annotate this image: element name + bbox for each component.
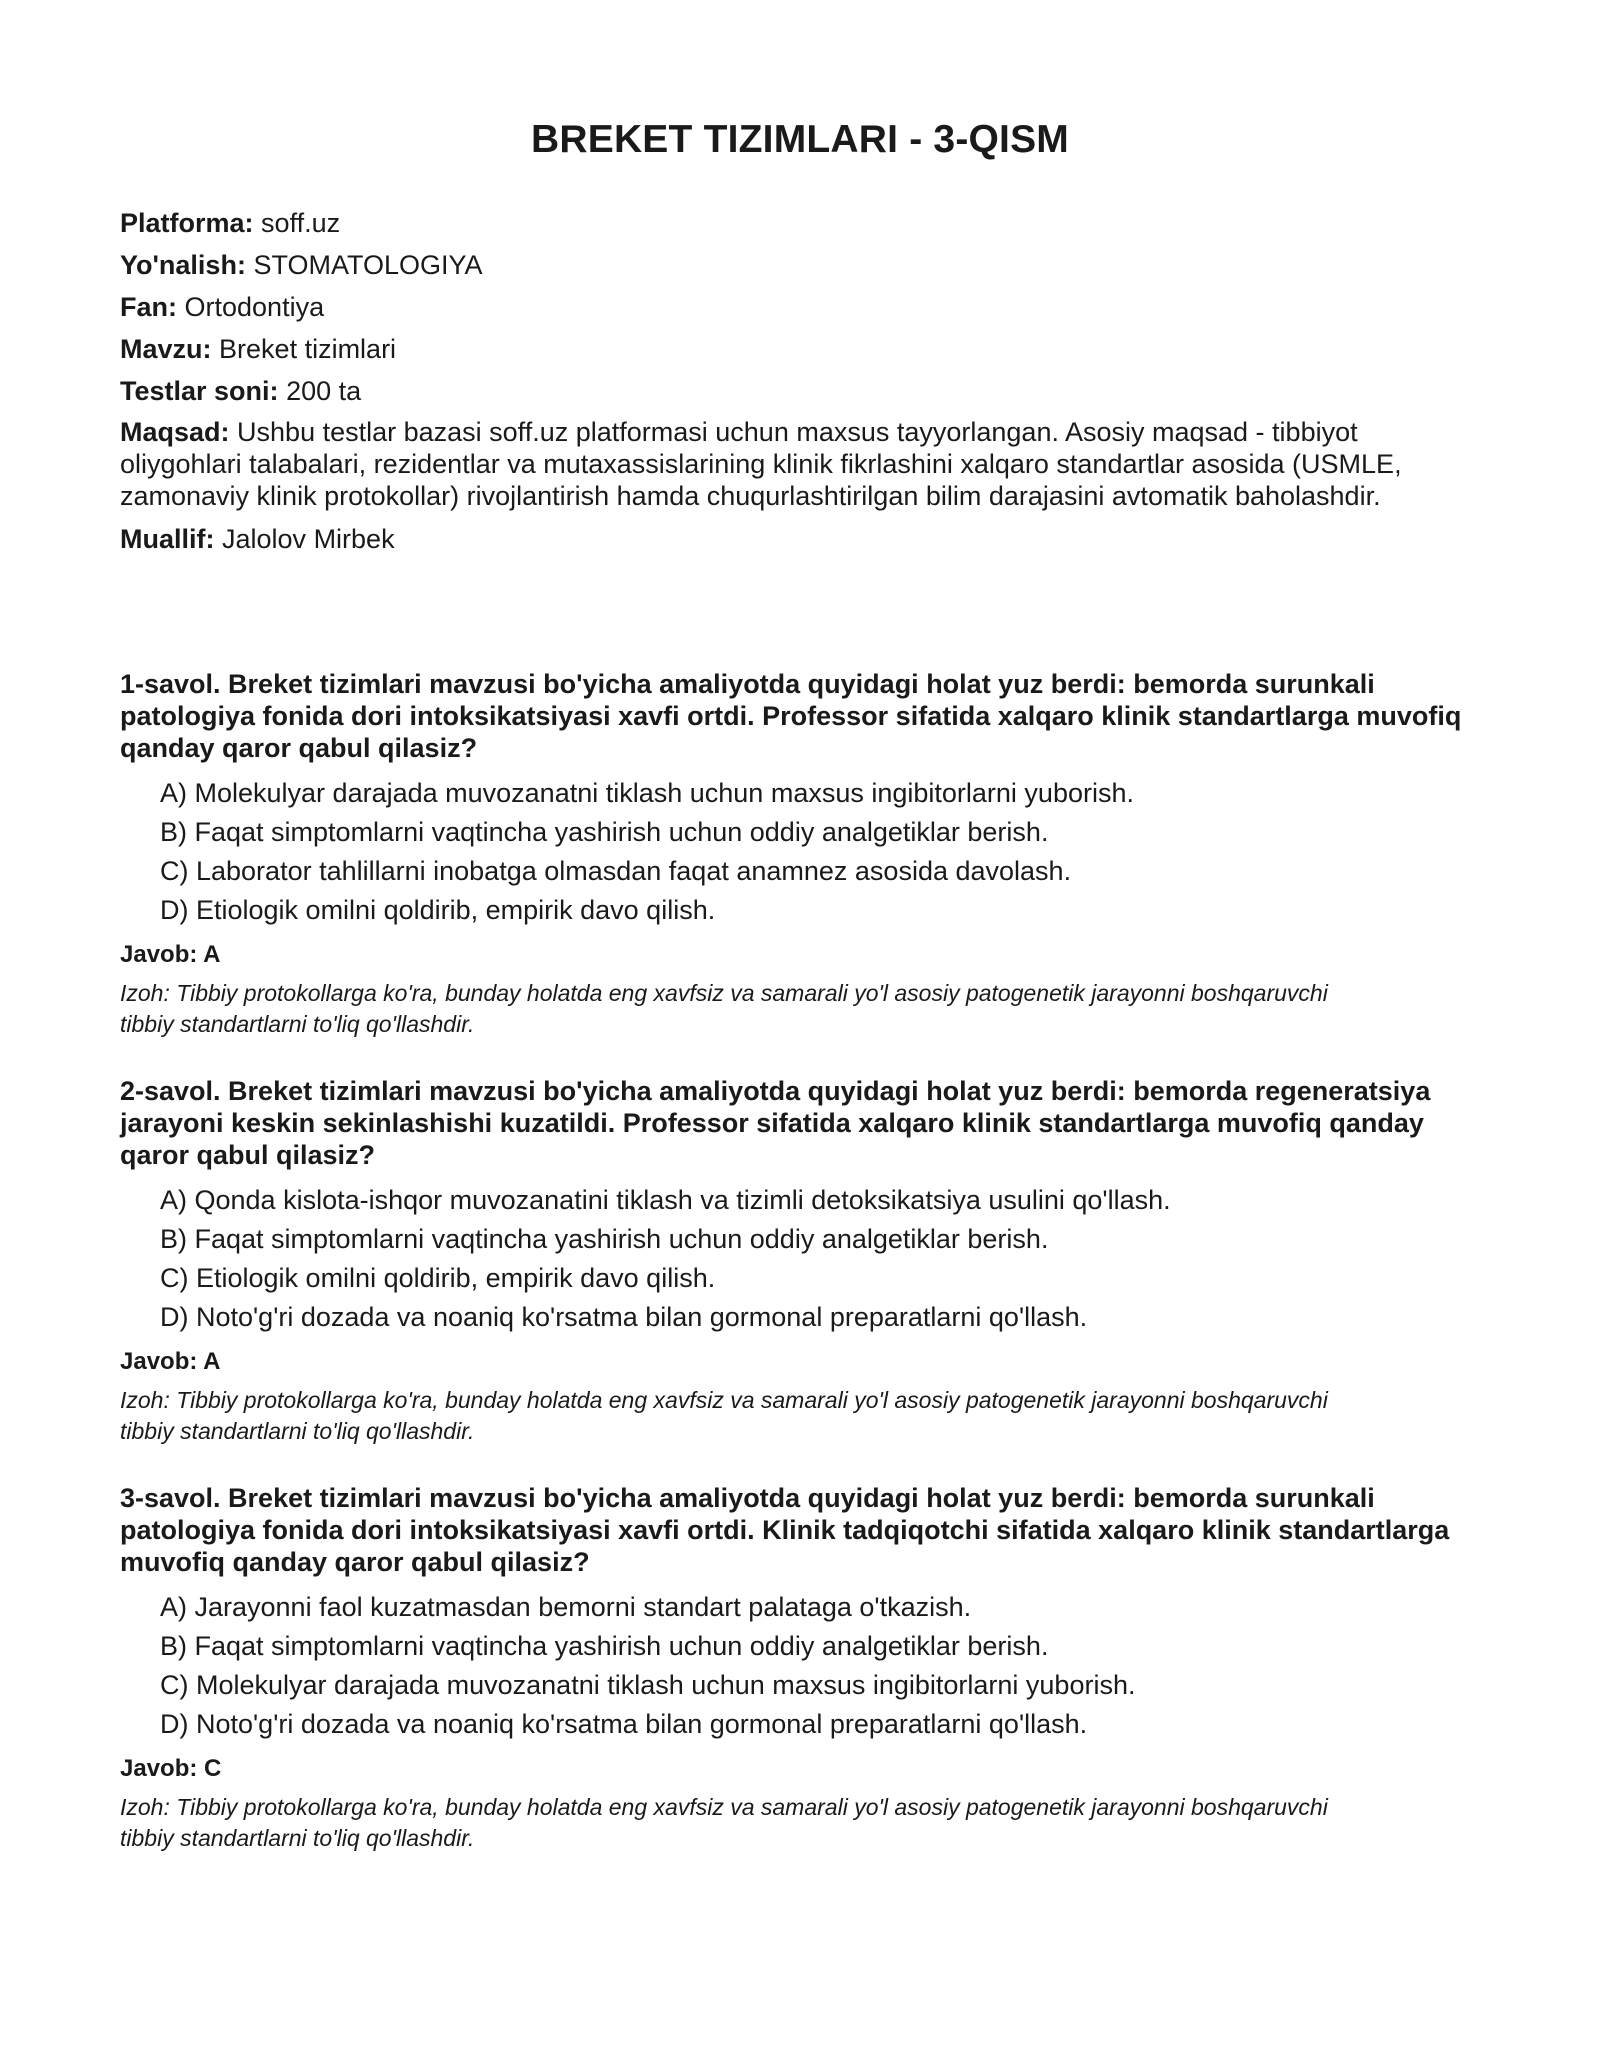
question-text: 2-savol. Breket tizimlari mavzusi bo'yicha amaliyotda quyidagi holat yuz berdi: bemorda regeneratsiya jarayoni keskin sekinlashishi kuzatildi. Professor sifatida xalqaro klinik standartlarga muvofiq qanday qaror qabul qilasiz? — [120, 1076, 1431, 1170]
option-a: A) Jarayonni faol kuzatmasdan bemorni standart palataga o'tkazish. — [160, 1592, 972, 1622]
option-d: D) Noto'g'ri dozada va noaniq ko'rsatma bilan gormonal preparatlarni qo'llash. — [160, 1302, 1088, 1332]
option-c: C) Molekulyar darajada muvozanatni tiklash uchun maxsus ingibitorlarni yuborish. — [160, 1670, 1136, 1700]
meta-direction — [120, 244, 1480, 286]
meta-direction-label: Yo'nalish: — [120, 250, 246, 280]
meta-author — [120, 518, 1480, 560]
explanation-note: Izoh: Tibbiy protokollarga ko'ra, bunday holatda eng xavfsiz va samarali yo'l asosiy patogenetik jarayonni boshqaruvchi tibbiy standartlarni to'liq qo'llashdir. — [120, 980, 1328, 1037]
meta-topic — [120, 328, 1480, 370]
meta-subject-label: Fan: — [120, 292, 177, 322]
option-d: D) Etiologik omilni qoldirib, empirik davo qilish. — [160, 895, 716, 925]
answer-options — [120, 1588, 1500, 1744]
meta-author-label: Muallif: — [120, 524, 215, 554]
explanation-note: Izoh: Tibbiy protokollarga ko'ra, bunday holatda eng xavfsiz va samarali yo'l asosiy patogenetik jarayonni boshqaruvchi tibbiy standartlarni to'liq qo'llashdir. — [120, 1794, 1328, 1851]
meta-topic-label: Mavzu: — [120, 334, 212, 364]
meta-test-count-value: 200 ta — [286, 376, 362, 406]
meta-goal-label: Maqsad: — [120, 417, 230, 447]
meta-goal-value: Ushbu testlar bazasi soff.uz platformasi uchun maxsus tayyorlangan. Asosiy maqsad - tibbiyot oliygohlari talabalari, rezidentlar va mutaxassislarining klinik fikrlashini xalqaro standartlar asosida (USMLE, zamonaviy klinik protokollar) rivojlantirish hamda chuqurlashtirilgan bilim darajasini avtomatik baholashdir. — [120, 417, 1402, 511]
option-b: B) Faqat simptomlarni vaqtincha yashirish uchun oddiy analgetiklar berish. — [160, 1224, 1049, 1254]
answer-options — [120, 1181, 1500, 1337]
meta-topic-value: Breket tizimlari — [219, 334, 397, 364]
meta-subject-value: Ortodontiya — [184, 292, 325, 322]
option-a: A) Molekulyar darajada muvozanatni tiklash uchun maxsus ingibitorlarni yuborish. — [160, 778, 1134, 808]
document-meta — [120, 202, 1480, 560]
option-b: B) Faqat simptomlarni vaqtincha yashirish uchun oddiy analgetiklar berish. — [160, 817, 1049, 847]
meta-platform-value: soff.uz — [261, 208, 341, 238]
meta-goal — [120, 416, 1480, 512]
meta-direction-value: STOMATOLOGIYA — [253, 250, 483, 280]
answer-key: Javob: C — [120, 1755, 222, 1782]
option-b: B) Faqat simptomlarni vaqtincha yashirish uchun oddiy analgetiklar berish. — [160, 1631, 1049, 1661]
question-text: 3-savol. Breket tizimlari mavzusi bo'yicha amaliyotda quyidagi holat yuz berdi: bemorda surunkali patologiya fonida dori intoksikatsiyasi xavfi ortdi. Klinik tadqiqotchi sifatida xalqaro klinik standartlarga muvofiq qanday qaror qabul qilasiz? — [120, 1483, 1450, 1577]
option-a: A) Qonda kislota-ishqor muvozanatini tiklash va tizimli detoksikatsiya usulini qo'llash. — [160, 1185, 1171, 1215]
option-c: C) Laborator tahlillarni inobatga olmasdan faqat anamnez asosida davolash. — [160, 856, 1072, 886]
meta-platform-label: Platforma: — [120, 208, 254, 238]
answer-options — [120, 774, 1500, 930]
option-d: D) Noto'g'ri dozada va noaniq ko'rsatma bilan gormonal preparatlarni qo'llash. — [160, 1709, 1088, 1739]
option-c: C) Etiologik omilni qoldirib, empirik davo qilish. — [160, 1263, 716, 1293]
meta-test-count — [120, 370, 1480, 412]
question-text: 1-savol. Breket tizimlari mavzusi bo'yicha amaliyotda quyidagi holat yuz berdi: bemorda surunkali patologiya fonida dori intoksikatsiyasi xavfi ortdi. Professor sifatida xalqaro klinik standartlarga muvofiq qanday qaror qabul qilasiz? — [120, 669, 1462, 763]
explanation-note: Izoh: Tibbiy protokollarga ko'ra, bunday holatda eng xavfsiz va samarali yo'l asosiy patogenetik jarayonni boshqaruvchi tibbiy standartlarni to'liq qo'llashdir. — [120, 1387, 1328, 1444]
document-title: BREKET TIZIMLARI - 3-QISM — [531, 118, 1069, 161]
answer-key: Javob: A — [120, 1348, 221, 1375]
meta-test-count-label: Testlar soni: — [120, 376, 279, 406]
question-1 — [120, 668, 1500, 1040]
meta-author-value: Jalolov Mirbek — [222, 524, 395, 554]
answer-key: Javob: A — [120, 941, 221, 968]
question-2 — [120, 1075, 1500, 1447]
meta-platform — [120, 202, 1480, 244]
question-3 — [120, 1482, 1500, 1854]
meta-subject — [120, 286, 1480, 328]
